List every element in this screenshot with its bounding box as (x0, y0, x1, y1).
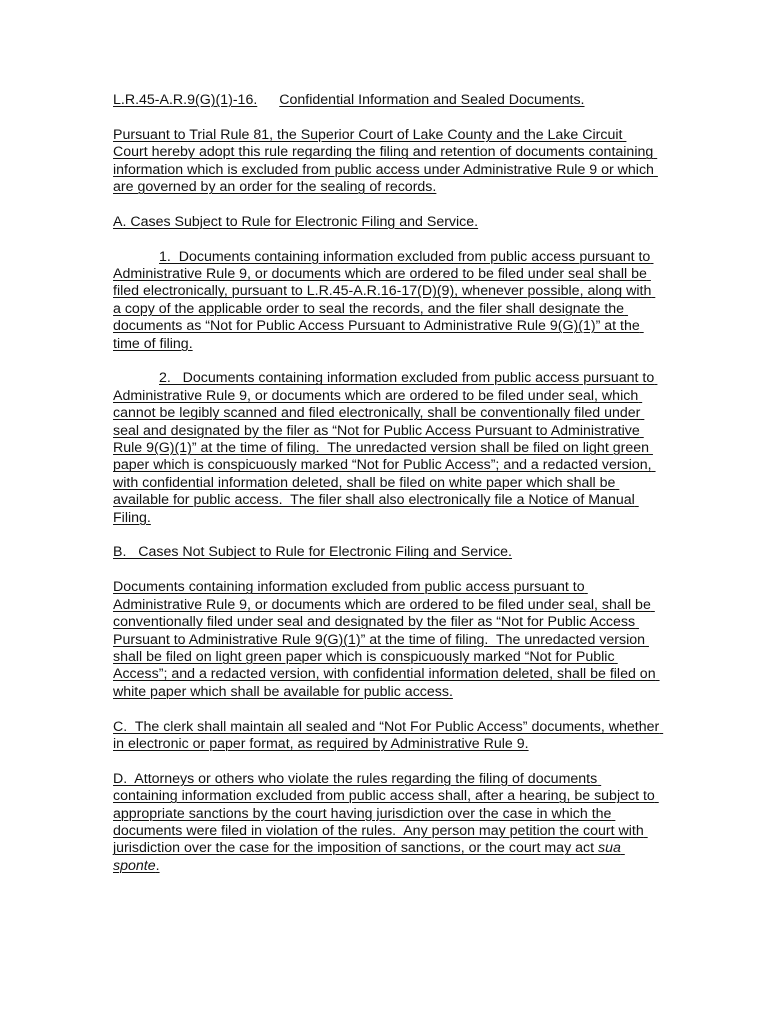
rule-title: Confidential Information and Sealed Documents. (279, 92, 585, 108)
section-d-body (113, 771, 661, 875)
section-d-italic: sua sponte (113, 840, 625, 874)
section-c-body: C. The clerk shall maintain all sealed and “Not For Public Access” documents, whether in electronic or paper format, as required by Administrative Rule 9. (113, 718, 664, 752)
section-d-end: . (155, 857, 160, 874)
rule-number: L.R.45-A.R.9(G)(1)-16. (113, 92, 258, 108)
section-a-item-1: 1. Documents containing information excluded from public access pursuant to Administrative Rule 9, or documents which are ordered to be filed under seal shall be filed electronically, pursuant to L.R.45-A.R.16-17(D)(9), whenever possible, along with a copy of the applicable order to seal the records, and the filer shall designate the documents as “Not for Public Access Pursuant to Administrative Rule 9(G)(1)” at the time of filing. (113, 248, 656, 352)
rule-heading (113, 92, 661, 109)
section-b-body: Documents containing information excluded from public access pursuant to Administrative Rule 9, or documents which are ordered to be filed under seal, shall be conventionally filed under seal and designated by the filer as “Not for Public Access Pursuant to Administrative Rule 9(G)(1)” at the time of filing. The unredacted version shall be filed on light green paper which is conspicuously marked “Not for Public Access”; and a redacted version, with confidential information deleted, shall be filed on white paper which shall be available for public access. (113, 579, 660, 700)
section-b-title: B. Cases Not Subject to Rule for Electronic Filing and Service. (113, 544, 513, 561)
section-a-item-2: 2. Documents containing information excluded from public access pursuant to Administrative Rule 9, or documents which are ordered to be filed under seal, which cannot be legibly scanned and filed electronically, shall be conventionally filed under seal and designated by the filer as “Not for Public Access Pursuant to Administrative Rule 9(G)(1)” at the time of filing. The unredacted version shall be filed on light green paper which is conspicuously marked “Not for Public Access”; and a redacted version, with confidential information deleted, shall be filed on white paper which shall be available for public access. The filer shall also electronically file a Notice of Manual Filing. (113, 370, 658, 526)
section-a-title: A. Cases Subject to Rule for Electronic Filing and Service. (113, 213, 479, 230)
intro-paragraph: Pursuant to Trial Rule 81, the Superior Court of Lake County and the Lake Circuit Court hereby adopt this rule regarding the filing and retention of documents containing information which is excluded from public access under Administrative Rule 9 or which are governed by an order for the sealing of records. (113, 126, 658, 196)
rule-text (113, 92, 664, 893)
section-d-text: D. Attorneys or others who violate the rules regarding the filing of documents containing information excluded from public access shall, after a hearing, be subject to appropriate sanctions by the court having jurisdiction over the case in which the documents were filed in violation of the rules. Any person may petition the court with jurisdiction over the case for the imposition of sanctions, or the court may act (113, 770, 659, 857)
